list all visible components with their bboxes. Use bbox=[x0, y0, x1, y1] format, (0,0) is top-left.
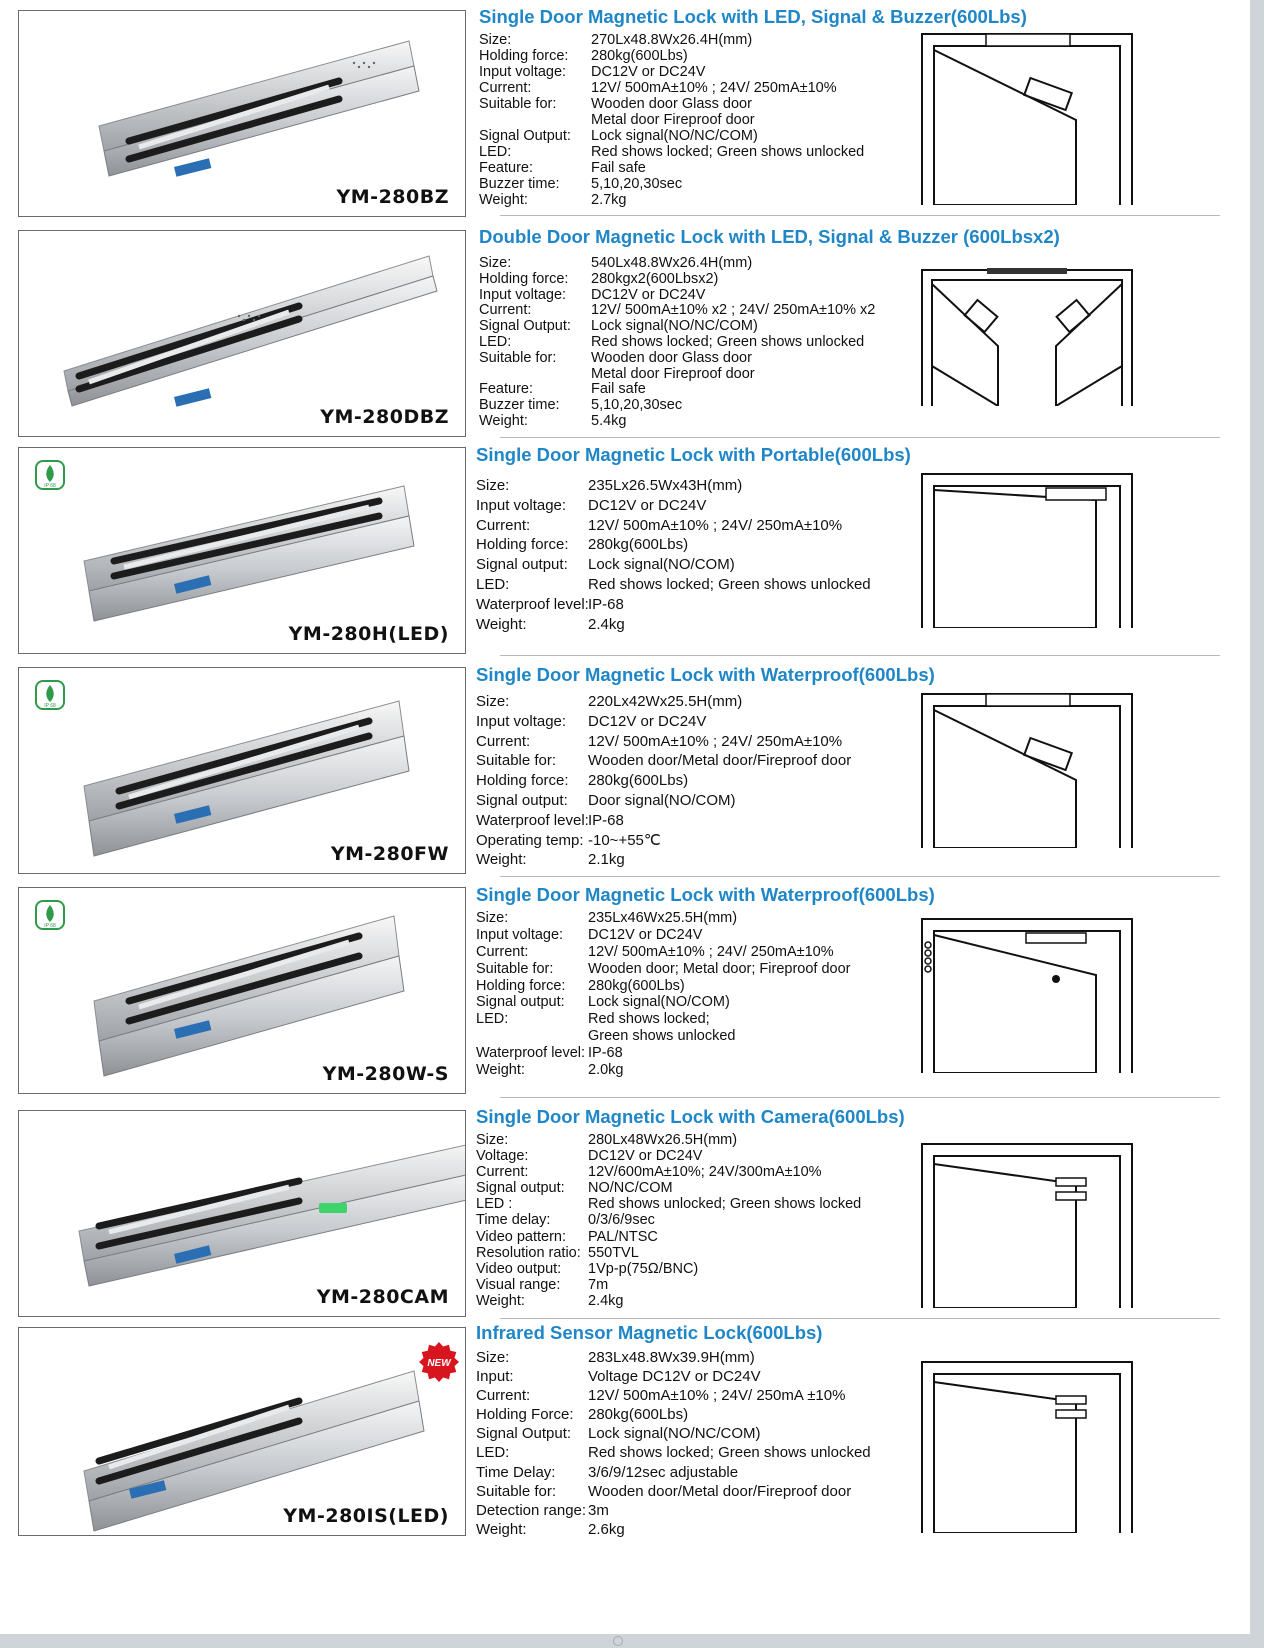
door-diagram bbox=[922, 268, 1132, 406]
spec-value: Lock signal(NO/NC/COM) bbox=[588, 1425, 761, 1443]
spec-label: Size: bbox=[476, 910, 509, 926]
spec-value: Voltage DC12V or DC24V bbox=[588, 1368, 761, 1386]
spec-label: Detection range: bbox=[476, 1501, 587, 1519]
spec-label: LED: bbox=[476, 1011, 509, 1028]
spec-value: Lock signal(NO/NC/COM) bbox=[591, 318, 758, 335]
spec-label: Video output: bbox=[476, 1260, 562, 1277]
spec-label: Holding force: bbox=[479, 270, 569, 287]
spec-block bbox=[476, 884, 935, 1099]
door-installation-diagram bbox=[918, 266, 1136, 406]
door-installation-diagram bbox=[918, 1140, 1136, 1308]
model-number: YM-280DBZ bbox=[320, 406, 449, 428]
spec-value: 280kg(600Lbs) bbox=[588, 977, 685, 994]
lock-product-image bbox=[19, 1328, 465, 1535]
spec-value: Green shows unlocked bbox=[588, 1028, 736, 1045]
model-number: YM-280CAM bbox=[316, 1286, 449, 1308]
spec-label: Voltage: bbox=[476, 1148, 529, 1165]
spec-label: Current: bbox=[476, 1164, 529, 1181]
row-divider bbox=[500, 1318, 1220, 1319]
spec-label: Weight: bbox=[479, 412, 528, 429]
lock-body bbox=[84, 486, 414, 621]
spec-block bbox=[476, 1322, 916, 1539]
spec-value: 2.4kg bbox=[588, 1292, 624, 1309]
door-diagram bbox=[922, 694, 1132, 848]
spec-value: Wooden door/Metal door/Fireproof door bbox=[588, 752, 852, 770]
spec-label: Suitable for: bbox=[476, 752, 557, 770]
product-title: Single Door Magnetic Lock with LED, Signal & Buzzer(600Lbs) bbox=[479, 6, 1027, 27]
spec-value: DC12V or DC24V bbox=[588, 1148, 703, 1165]
spec-value: PAL/NTSC bbox=[588, 1228, 658, 1245]
spec-label: Input voltage: bbox=[476, 496, 567, 514]
spec-label: Signal Output: bbox=[476, 1425, 572, 1443]
spec-label: Holding Force: bbox=[476, 1406, 574, 1424]
lock-body bbox=[99, 41, 419, 177]
product-image-panel bbox=[18, 10, 466, 217]
spec-value: 235Lx46Wx25.5H(mm) bbox=[588, 910, 738, 926]
spec-label: Weight: bbox=[476, 1292, 525, 1309]
spec-value: 5,10,20,30sec bbox=[591, 397, 683, 414]
spec-value: 235Lx26.5Wx43H(mm) bbox=[588, 477, 743, 494]
spec-label: Suitable for: bbox=[479, 349, 557, 366]
spec-label: LED: bbox=[479, 144, 512, 160]
spec-value: 12V/ 500mA±10% x2 ; 24V/ 250mA±10% x2 bbox=[591, 302, 876, 319]
spec-label: Suitable for: bbox=[476, 960, 554, 977]
spec-value: Lock signal(NO/COM) bbox=[588, 556, 735, 574]
lock-body bbox=[94, 916, 404, 1076]
spec-value: 270Lx48.8Wx26.4H(mm) bbox=[591, 32, 753, 48]
spec-label: Feature: bbox=[479, 160, 533, 176]
door-diagram bbox=[922, 1144, 1132, 1308]
model-number: YM-280IS(LED) bbox=[283, 1505, 449, 1527]
spec-label: Weight: bbox=[479, 192, 528, 208]
spec-block bbox=[476, 1106, 916, 1321]
spec-value: 7m bbox=[588, 1276, 609, 1293]
spec-label: Current: bbox=[479, 80, 532, 96]
spec-value: 280kg(600Lbs) bbox=[588, 772, 689, 790]
spec-label: Time Delay: bbox=[476, 1463, 556, 1481]
spec-label: Size: bbox=[476, 477, 510, 494]
spec-label: Input voltage: bbox=[479, 286, 567, 303]
spec-label: Suitable for: bbox=[476, 1482, 557, 1500]
spec-value: DC12V or DC24V bbox=[588, 496, 707, 514]
spec-value: IP-68 bbox=[588, 1045, 623, 1062]
spec-value: 280Lx48Wx26.5H(mm) bbox=[588, 1132, 738, 1148]
spec-label: Input voltage: bbox=[476, 712, 567, 730]
spec-value: DC12V or DC24V bbox=[591, 286, 706, 303]
spec-value: Red shows locked; Green shows unlocked bbox=[588, 1444, 871, 1462]
door-diagram bbox=[922, 1362, 1132, 1533]
product-image-panel bbox=[18, 447, 466, 654]
spec-value: Red shows locked; Green shows unlocked bbox=[591, 333, 865, 350]
spec-value: Wooden door/Metal door/Fireproof door bbox=[588, 1482, 852, 1500]
spec-value: Wooden door Glass door bbox=[591, 349, 752, 366]
svg-text:NEW: NEW bbox=[427, 1358, 451, 1369]
spec-value: Lock signal(NO/COM) bbox=[588, 994, 730, 1011]
spec-label: Resolution ratio: bbox=[476, 1244, 581, 1261]
spec-label: Current: bbox=[476, 516, 531, 534]
spec-value: Red shows unlocked; Green shows locked bbox=[588, 1196, 862, 1213]
spec-value: IP-68 bbox=[588, 595, 624, 613]
spec-label: LED: bbox=[476, 575, 510, 593]
product-image-panel bbox=[18, 1327, 466, 1536]
spec-label: Weight: bbox=[476, 1062, 525, 1079]
spec-label: Input voltage: bbox=[479, 64, 567, 80]
spec-value: 280kgx2(600Lbsx2) bbox=[591, 270, 719, 287]
door-installation-diagram bbox=[918, 1358, 1136, 1533]
spec-label: Signal output: bbox=[476, 1180, 565, 1197]
model-number: YM-280W-S bbox=[322, 1063, 449, 1085]
spec-value: 3m bbox=[588, 1501, 609, 1519]
spec-value: 2.1kg bbox=[588, 851, 625, 869]
lock-body bbox=[64, 256, 437, 407]
model-number: YM-280BZ bbox=[336, 186, 449, 208]
spec-label: Operating temp: bbox=[476, 831, 584, 849]
product-image-panel bbox=[18, 667, 466, 874]
spec-value: Door signal(NO/COM) bbox=[588, 791, 736, 809]
spec-value: DC12V or DC24V bbox=[588, 712, 707, 730]
page-edge bbox=[1250, 0, 1264, 1648]
spec-value: 2.6kg bbox=[588, 1520, 625, 1538]
spec-label: LED: bbox=[476, 1444, 510, 1462]
spec-label: Input: bbox=[476, 1368, 514, 1386]
product-image-panel bbox=[18, 230, 466, 437]
spec-label: Weight: bbox=[476, 615, 527, 633]
spec-value: IP-68 bbox=[588, 811, 624, 829]
spec-label: Holding force: bbox=[476, 772, 569, 790]
product-title: Infrared Sensor Magnetic Lock(600Lbs) bbox=[476, 1322, 823, 1343]
spec-value: Red shows locked; Green shows unlocked bbox=[591, 144, 865, 160]
spec-label: Current: bbox=[479, 302, 532, 319]
spec-block bbox=[476, 664, 935, 879]
spec-value: DC12V or DC24V bbox=[588, 926, 703, 943]
spec-value: Wooden door Glass door bbox=[591, 96, 752, 112]
door-diagram bbox=[922, 919, 1132, 1073]
spec-value: 12V/600mA±10%; 24V/300mA±10% bbox=[588, 1164, 822, 1181]
spec-value: 280kg(600Lbs) bbox=[591, 48, 688, 64]
door-installation-diagram bbox=[918, 915, 1136, 1073]
product-image-panel bbox=[18, 887, 466, 1094]
spec-label: Size: bbox=[476, 1132, 509, 1148]
spec-label: Holding force: bbox=[476, 536, 569, 554]
row-divider bbox=[500, 1097, 1220, 1098]
spec-value: 2.0kg bbox=[588, 1062, 624, 1079]
spec-value: DC12V or DC24V bbox=[591, 64, 706, 80]
spec-value: 5,10,20,30sec bbox=[591, 176, 683, 192]
spec-value: 540Lx48.8Wx26.4H(mm) bbox=[591, 255, 753, 271]
product-title: Single Door Magnetic Lock with Waterproof(600Lbs) bbox=[476, 664, 935, 685]
spec-value: Fail safe bbox=[591, 160, 646, 176]
spec-block bbox=[476, 444, 916, 659]
spec-label: Video pattern: bbox=[476, 1228, 567, 1245]
svg-text:IP 68: IP 68 bbox=[44, 703, 56, 709]
spec-label: Size: bbox=[479, 32, 512, 48]
spec-label: Waterproof level: bbox=[476, 595, 589, 613]
spec-label: Signal output: bbox=[476, 556, 568, 574]
door-diagram bbox=[922, 474, 1132, 628]
spec-label: Time delay: bbox=[476, 1212, 551, 1229]
spec-label: Holding force: bbox=[479, 48, 569, 64]
new-badge-icon bbox=[419, 1342, 459, 1382]
spec-label: Waterproof level: bbox=[476, 811, 589, 829]
model-number: YM-280H(LED) bbox=[288, 623, 449, 645]
spec-value: 550TVL bbox=[588, 1244, 639, 1261]
spec-label: Weight: bbox=[476, 851, 527, 869]
spec-label: Waterproof level: bbox=[476, 1045, 586, 1062]
spec-value: 280kg(600Lbs) bbox=[588, 536, 689, 554]
lock-body bbox=[79, 1141, 465, 1286]
row-divider bbox=[500, 876, 1220, 877]
spec-value: Red shows locked; bbox=[588, 1011, 710, 1028]
product-image-panel bbox=[18, 1110, 466, 1317]
spec-label: LED: bbox=[479, 333, 512, 350]
spec-value: 12V/ 500mA±10% ; 24V/ 250mA ±10% bbox=[588, 1387, 846, 1405]
door-installation-diagram bbox=[918, 690, 1136, 848]
spec-label: Signal output: bbox=[476, 994, 565, 1011]
spec-value: 1Vp-p(75Ω/BNC) bbox=[588, 1260, 699, 1277]
spec-label: Feature: bbox=[479, 381, 533, 398]
spec-value: Red shows locked; Green shows unlocked bbox=[588, 575, 871, 593]
ip68-badge-icon bbox=[35, 460, 65, 490]
product-title: Double Door Magnetic Lock with LED, Signal & Buzzer (600Lbsx2) bbox=[479, 226, 1060, 247]
product-title: Single Door Magnetic Lock with Camera(600Lbs) bbox=[476, 1106, 905, 1127]
spec-label: Holding force: bbox=[476, 977, 566, 994]
model-number: YM-280FW bbox=[330, 843, 449, 865]
spec-block bbox=[479, 226, 1060, 441]
row-divider bbox=[500, 215, 1220, 216]
page-mark bbox=[613, 1636, 623, 1646]
door-diagram bbox=[922, 34, 1132, 205]
lock-body bbox=[84, 701, 409, 856]
svg-text:IP 68: IP 68 bbox=[44, 923, 56, 929]
spec-label: Current: bbox=[476, 1387, 531, 1405]
spec-value: Fail safe bbox=[591, 381, 646, 398]
spec-label: Signal Output: bbox=[479, 318, 571, 335]
svg-text:IP 68: IP 68 bbox=[44, 483, 56, 489]
spec-label: Input voltage: bbox=[476, 926, 564, 943]
spec-value: 12V/ 500mA±10% ; 24V/ 250mA±10% bbox=[588, 943, 834, 960]
spec-value: 0/3/6/9sec bbox=[588, 1212, 655, 1229]
ip68-badge-icon bbox=[35, 900, 65, 930]
spec-label: Size: bbox=[476, 693, 510, 710]
spec-value: 280kg(600Lbs) bbox=[588, 1406, 689, 1424]
spec-value: 2.7kg bbox=[591, 192, 627, 208]
spec-value: 2.4kg bbox=[588, 615, 625, 633]
spec-value: 220Lx42Wx25.5H(mm) bbox=[588, 693, 743, 710]
spec-block bbox=[479, 6, 1027, 221]
spec-label: Visual range: bbox=[476, 1276, 561, 1293]
spec-value: -10~+55℃ bbox=[588, 831, 661, 849]
bottom-band bbox=[0, 1634, 1264, 1648]
spec-label: Signal output: bbox=[476, 791, 568, 809]
spec-value: NO/NC/COM bbox=[588, 1180, 673, 1197]
spec-value: 5.4kg bbox=[591, 412, 627, 429]
spec-label: Buzzer time: bbox=[479, 176, 560, 192]
door-installation-diagram bbox=[918, 30, 1136, 205]
spec-label: Weight: bbox=[476, 1520, 527, 1538]
spec-value: 283Lx48.8Wx39.9H(mm) bbox=[588, 1349, 755, 1366]
row-divider bbox=[500, 655, 1220, 656]
spec-label: LED : bbox=[476, 1196, 513, 1213]
spec-value: 12V/ 500mA±10% ; 24V/ 250mA±10% bbox=[588, 732, 843, 750]
row-divider bbox=[500, 437, 1220, 438]
spec-value: 12V/ 500mA±10% ; 24V/ 250mA±10% bbox=[591, 80, 837, 96]
spec-label: Signal Output: bbox=[479, 128, 571, 144]
spec-value: Wooden door; Metal door; Fireproof door bbox=[588, 960, 851, 977]
spec-value: Lock signal(NO/NC/COM) bbox=[591, 128, 758, 144]
spec-value: Metal door Fireproof door bbox=[591, 365, 755, 382]
spec-label: Buzzer time: bbox=[479, 397, 560, 414]
spec-label: Current: bbox=[476, 943, 529, 960]
product-title: Single Door Magnetic Lock with Portable(600Lbs) bbox=[476, 444, 911, 465]
spec-label: Size: bbox=[479, 255, 512, 271]
spec-label: Suitable for: bbox=[479, 96, 557, 112]
door-installation-diagram bbox=[918, 470, 1136, 628]
spec-label: Size: bbox=[476, 1349, 510, 1366]
product-title: Single Door Magnetic Lock with Waterproof(600Lbs) bbox=[476, 884, 935, 905]
spec-value: Metal door Fireproof door bbox=[591, 112, 755, 128]
ip68-badge-icon bbox=[35, 680, 65, 710]
spec-value: 3/6/9/12sec adjustable bbox=[588, 1463, 739, 1481]
spec-value: 12V/ 500mA±10% ; 24V/ 250mA±10% bbox=[588, 516, 843, 534]
spec-label: Current: bbox=[476, 732, 531, 750]
